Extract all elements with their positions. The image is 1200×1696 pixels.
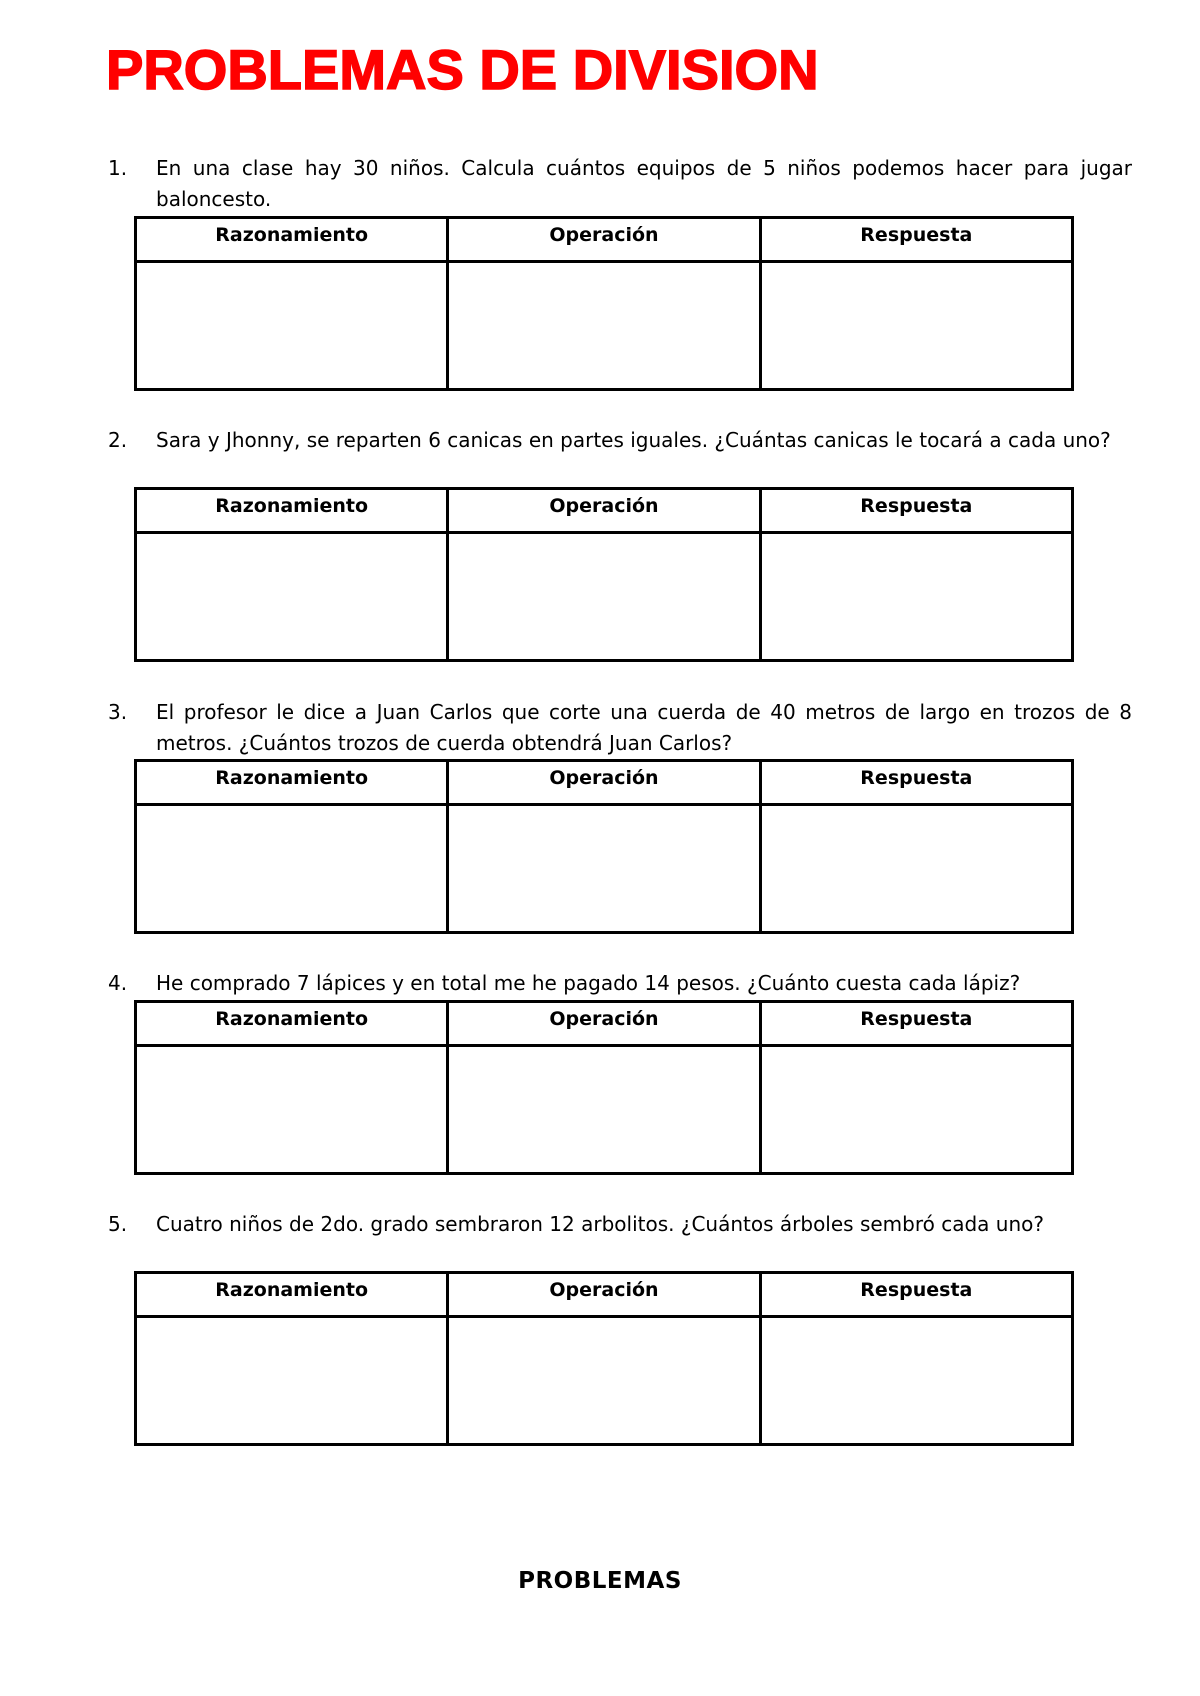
header-razonamiento: Razonamiento (136, 218, 448, 262)
header-operacion: Operación (448, 218, 760, 262)
razonamiento-cell[interactable] (136, 1317, 448, 1445)
header-respuesta: Respuesta (760, 1273, 1072, 1317)
header-razonamiento: Razonamiento (136, 1002, 448, 1046)
respuesta-cell[interactable] (760, 533, 1072, 661)
header-razonamiento: Razonamiento (136, 489, 448, 533)
problem-text: El profesor le dice a Juan Carlos que corte una cuerda de 40 metros de largo en trozos de 8 metros. ¿Cuántos trozos de cuerda obtendrá Juan Carlos? (156, 700, 1132, 755)
header-operacion: Operación (448, 761, 760, 805)
header-respuesta: Respuesta (760, 218, 1072, 262)
problem-text: He comprado 7 lápices y en total me he pagado 14 pesos. ¿Cuánto cuesta cada lápiz? (156, 971, 1021, 995)
problem-question (108, 1209, 1132, 1240)
problem-question (108, 697, 1132, 759)
operacion-cell[interactable] (448, 533, 760, 661)
problem-text: En una clase hay 30 niños. Calcula cuántos equipos de 5 niños podemos hacer para jugar baloncesto. (156, 156, 1132, 211)
respuesta-cell[interactable] (760, 262, 1072, 390)
header-respuesta: Respuesta (760, 761, 1072, 805)
page-title: PROBLEMAS DE DIVISION (106, 38, 819, 101)
answer-table (134, 759, 1074, 934)
answer-table (134, 487, 1074, 662)
header-razonamiento: Razonamiento (136, 761, 448, 805)
problem-text: Cuatro niños de 2do. grado sembraron 12 arbolitos. ¿Cuántos árboles sembró cada uno? (156, 1212, 1044, 1236)
respuesta-cell[interactable] (760, 1046, 1072, 1174)
answer-table (134, 1000, 1074, 1175)
operacion-cell[interactable] (448, 805, 760, 933)
problem-question (108, 425, 1132, 456)
header-respuesta: Respuesta (760, 489, 1072, 533)
header-operacion: Operación (448, 1002, 760, 1046)
operacion-cell[interactable] (448, 1317, 760, 1445)
razonamiento-cell[interactable] (136, 805, 448, 933)
problem-number: 5. (108, 1212, 128, 1236)
problem-question (108, 968, 1132, 999)
problem-text: Sara y Jhonny, se reparten 6 canicas en partes iguales. ¿Cuántas canicas le tocará a cada uno? (156, 428, 1111, 452)
header-operacion: Operación (448, 1273, 760, 1317)
respuesta-cell[interactable] (760, 805, 1072, 933)
razonamiento-cell[interactable] (136, 533, 448, 661)
razonamiento-cell[interactable] (136, 1046, 448, 1174)
header-razonamiento: Razonamiento (136, 1273, 448, 1317)
header-operacion: Operación (448, 489, 760, 533)
respuesta-cell[interactable] (760, 1317, 1072, 1445)
problem-number: 2. (108, 428, 128, 452)
problem-question (108, 153, 1132, 215)
razonamiento-cell[interactable] (136, 262, 448, 390)
problem-number: 3. (108, 700, 128, 724)
problem-number: 1. (108, 156, 128, 180)
problem-number: 4. (108, 971, 128, 995)
header-respuesta: Respuesta (760, 1002, 1072, 1046)
operacion-cell[interactable] (448, 262, 760, 390)
page-footer: PROBLEMAS (518, 1568, 682, 1594)
answer-table (134, 1271, 1074, 1446)
answer-table (134, 216, 1074, 391)
operacion-cell[interactable] (448, 1046, 760, 1174)
